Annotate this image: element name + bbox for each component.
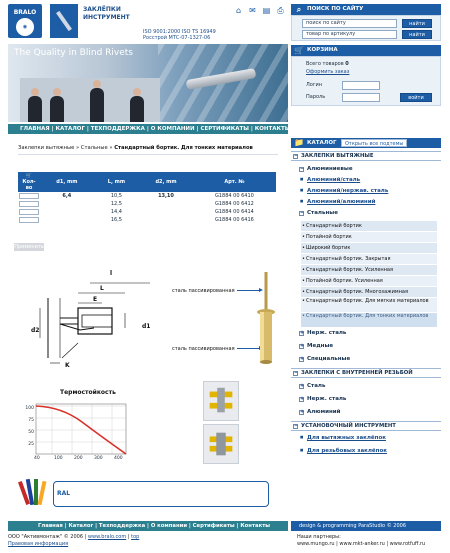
qty-input[interactable]: [19, 193, 39, 199]
meeting-photo: [20, 78, 160, 122]
password-label: Пароль: [306, 94, 326, 100]
ral-box: [53, 481, 269, 507]
qty-cell[interactable]: [18, 208, 40, 216]
steel-item[interactable]: • Стандартный бортик. Для мягких материалов: [301, 298, 437, 312]
person-figure: [50, 96, 64, 122]
cart-title: КОРЗИНА: [307, 47, 338, 53]
cat-copper[interactable]: [291, 342, 441, 351]
cell-art: G1884 00 6410: [214, 193, 254, 199]
top-link[interactable]: top: [131, 534, 140, 540]
home-icon[interactable]: ⌂: [235, 6, 242, 15]
item-label: Нерж. сталь: [307, 396, 347, 402]
checkout-link[interactable]: Оформить заказ: [306, 69, 350, 75]
print-icon[interactable]: ⎙: [277, 6, 284, 15]
person-figure: [28, 96, 42, 122]
qty-input[interactable]: [19, 201, 39, 207]
rivet-photo: [256, 272, 276, 372]
cat-inox[interactable]: [291, 329, 441, 338]
cell-d1: [40, 208, 94, 216]
item-label: Сталь: [307, 383, 326, 389]
col-d1: d1, mm: [40, 172, 94, 192]
qty-input[interactable]: [19, 209, 39, 215]
steel-item-current[interactable]: • Стандартный бортик. Для тонких материалов: [301, 313, 437, 327]
expand-icon[interactable]: +: [300, 409, 305, 415]
steel-item[interactable]: • Потайной бортик. Усиленная: [301, 276, 437, 286]
qty-cell[interactable]: [18, 200, 40, 208]
qty-cell[interactable]: [18, 192, 40, 200]
cell-art: G1884 00 6416: [214, 217, 254, 223]
cell-L: 10,5: [110, 193, 122, 199]
legal-link[interactable]: Правовая информация: [8, 541, 69, 547]
partners-links[interactable]: www.mungo.ru | www.mkt-anker.ru | www.rotfuff.ru: [297, 541, 426, 547]
x-tick: 100: [54, 456, 63, 461]
tool-link-pull[interactable]: ■ Для вытяжных заклёпок: [297, 435, 437, 441]
search-icon: ⌕: [296, 5, 302, 14]
dim-d1: d1: [142, 323, 151, 330]
cell-d2: 13,10: [158, 193, 174, 199]
crumb-pull-rivets[interactable]: Заклепки вытяжные: [18, 145, 75, 151]
material-callout-1: [172, 288, 261, 294]
site-link[interactable]: www.bralo.com: [87, 534, 127, 540]
thermal-chart: [22, 400, 132, 462]
partners: [297, 534, 425, 548]
person-head: [93, 80, 101, 88]
cert-line-2: Росстрой МТС-07-1327-06: [143, 35, 211, 41]
dim-E: E: [93, 296, 98, 303]
collapse-icon[interactable]: −: [294, 153, 299, 159]
design-credit: design & programming ParaStudio © 2006: [291, 521, 441, 531]
cell-L: 12,5: [110, 201, 122, 207]
cart-box: [291, 56, 441, 106]
col-L: L, mm: [94, 172, 139, 192]
callout-text: сталь пассивированная: [172, 288, 235, 294]
logo-text: BRALO: [13, 9, 37, 16]
table-row: [18, 192, 276, 200]
table-row: [18, 200, 276, 208]
material-callout-2: [172, 346, 261, 352]
cell-d2: [139, 208, 193, 216]
qty-cell[interactable]: [18, 216, 40, 224]
col-qty: [18, 172, 40, 192]
expand-icon[interactable]: +: [300, 330, 305, 336]
person-figure: [130, 96, 144, 122]
person-head: [53, 88, 61, 96]
callout-text: сталь пассивированная: [172, 346, 235, 352]
steel-item[interactable]: • Широкий бортик: [301, 243, 437, 253]
catalog-header: [291, 138, 441, 148]
expand-icon[interactable]: +: [300, 356, 305, 362]
steel-item[interactable]: • Потайной бортик: [301, 232, 437, 242]
top-nav[interactable]: ГЛАВНАЯ | КАТАЛОГ | ТЕХПОДДЕРЖКА | О КОМПАНИИ | СЕРТИФИКАТЫ | КОНТАКТЫ: [8, 124, 288, 134]
item-label: Стальные: [307, 210, 338, 216]
cert-line-1: ISO 9001:2000 ISO TS 16949: [143, 29, 216, 35]
cat-steel[interactable]: [291, 209, 441, 218]
cell-d1: [40, 216, 94, 224]
password-input[interactable]: [342, 93, 380, 102]
cell-art: G1884 00 6412: [214, 201, 254, 207]
catalog-title: КАТАЛОГ: [307, 140, 337, 146]
x-tick: 400: [114, 456, 123, 461]
col-art: Арт. №: [193, 172, 276, 192]
steel-item[interactable]: • Стандартный бортик: [301, 221, 437, 231]
mail-icon[interactable]: ✉: [249, 6, 256, 15]
person-head: [31, 88, 39, 96]
qty-input[interactable]: [19, 217, 39, 223]
cell-art: G1884 00 6414: [214, 209, 254, 215]
table-row: [18, 208, 276, 216]
cat-section-pull[interactable]: [291, 151, 441, 161]
item-label: Нерж. сталь: [307, 330, 347, 336]
partners-label: Наши партнеры:: [297, 534, 341, 540]
application-photo-1: [203, 381, 239, 421]
y-tick: 25: [28, 442, 34, 447]
cart-total-value: 0: [345, 61, 349, 67]
application-photo-2: [203, 424, 239, 464]
spec-table: [18, 172, 276, 224]
cat-thread-inox[interactable]: [291, 395, 441, 404]
steel-item[interactable]: • Стандартный бортик. Усиленная: [301, 265, 437, 275]
item-label: Алюминий: [307, 409, 341, 415]
brand-line-2: ИНСТРУМЕНТ: [83, 14, 130, 21]
person-head: [133, 88, 141, 96]
table-row: [18, 216, 276, 224]
footer-copyright: ООО "Активмонтаж" © 2006 | www.bralo.com | top Правовая информация: [8, 534, 140, 547]
collapse-icon[interactable]: −: [300, 210, 305, 216]
cell-L: 16,5: [110, 217, 122, 223]
breadcrumb: [18, 145, 253, 151]
dim-l: l: [110, 270, 113, 277]
collapse-icon[interactable]: −: [300, 166, 305, 172]
item-label: Алюминиевые: [307, 166, 353, 172]
cat-link-alu-steel[interactable]: ■ Алюминий/сталь: [297, 177, 437, 183]
site-search-input[interactable]: поиск по сайту: [302, 19, 397, 28]
steel-item[interactable]: • Стандартный бортик. Закрытая: [301, 254, 437, 264]
cat-section-threaded[interactable]: [291, 368, 441, 378]
brand-line-1: ЗАКЛЁПКИ: [83, 6, 121, 13]
divider: [18, 154, 278, 155]
cart-total-label: Всего товаров: [306, 61, 344, 67]
collapse-icon[interactable]: −: [294, 423, 299, 429]
ral-label: RAL: [57, 490, 71, 497]
cat-section-tools[interactable]: [291, 421, 441, 431]
cell-L: 14,4: [110, 209, 122, 215]
copyright-text: ООО "Активмонтаж" © 2006 |: [8, 534, 87, 540]
article-search-input[interactable]: товар по артикулу: [302, 30, 397, 39]
search-box: [291, 15, 441, 41]
section-label: УСТАНОВОЧНЫЙ ИНСТРУМЕНТ: [301, 423, 396, 429]
col-d2: d2, mm: [139, 172, 193, 192]
catalog-icon: 📁: [294, 138, 304, 147]
cat-link-alu-alu[interactable]: ■ Алюминий/алюминий: [297, 199, 437, 205]
dim-d2: d2: [31, 327, 40, 334]
login-button[interactable]: войти: [400, 93, 432, 102]
dim-K: K: [65, 362, 70, 369]
footer-nav[interactable]: Главная | Каталог | Техподдержка | О компании | Сертификаты | Контакты: [8, 521, 288, 531]
cell-d2: [139, 216, 193, 224]
cart-icon: 🛒: [294, 46, 304, 55]
item-label: Медные: [307, 343, 334, 349]
thermal-y-ticks: [22, 403, 34, 451]
login-label: Логин: [306, 82, 322, 88]
x-tick: 40: [34, 456, 40, 461]
open-all-button[interactable]: Открыть все подтемы: [341, 139, 407, 147]
cat-aluminium[interactable]: [291, 165, 441, 174]
login-input[interactable]: [342, 81, 380, 90]
cell-d1: 6,4: [62, 193, 72, 199]
cart-header: [291, 45, 441, 56]
thermal-title: Термостойкость: [60, 389, 116, 396]
expand-icon[interactable]: +: [300, 343, 305, 349]
section-label: ЗАКЛЕПКИ ВЫТЯЖНЫЕ: [301, 153, 374, 159]
apply-button[interactable]: Применить: [14, 244, 44, 250]
crumb-sep: »: [107, 145, 115, 151]
search-title: ПОИСК ПО САЙТУ: [307, 6, 364, 12]
search-header: [291, 4, 441, 15]
x-tick: 300: [94, 456, 103, 461]
cell-d2: [139, 200, 193, 208]
y-tick: 100: [25, 406, 34, 411]
crumb-steel[interactable]: Стальные: [80, 145, 108, 151]
hero-slogan: The Quality in Blind Rivets: [14, 48, 133, 58]
colored-rivets-image: [18, 475, 50, 511]
cat-thread-steel[interactable]: [291, 382, 441, 391]
dim-L: L: [100, 285, 104, 292]
site-search-button[interactable]: найти: [402, 19, 432, 28]
article-search-button[interactable]: найти: [402, 30, 432, 39]
brand-title: [83, 6, 163, 22]
y-tick: 50: [28, 430, 34, 435]
expand-icon[interactable]: +: [300, 396, 305, 402]
hero-banner: [8, 44, 288, 122]
expand-icon[interactable]: +: [300, 383, 305, 389]
rivet-logo-icon: [50, 4, 78, 38]
collapse-icon[interactable]: −: [294, 370, 299, 376]
section-label: ЗАКЛЕПКИ С ВНУТРЕННЕЙ РЕЗЬБОЙ: [301, 370, 413, 376]
cell-d1: [40, 200, 94, 208]
cart-icon: 🛒: [25, 173, 33, 179]
cat-link-alu-inox[interactable]: ■ Алюминий/нержав. сталь: [297, 188, 437, 194]
cat-special[interactable]: [291, 355, 441, 364]
steel-item[interactable]: • Стандартный бортик. Многозажимная: [301, 287, 437, 297]
tool-link-thread[interactable]: ■ Для резьбовых заклёпок: [297, 448, 437, 454]
crumb-current: Стандартный бортик. Для тонких материалов: [114, 145, 253, 151]
brand-logo[interactable]: [8, 4, 42, 38]
person-figure: [90, 88, 104, 122]
sitemap-icon[interactable]: ▤: [262, 6, 271, 15]
x-tick: 200: [74, 456, 83, 461]
rivet-disk-icon: ◉: [16, 18, 34, 36]
item-label: Специальные: [307, 356, 351, 362]
cart-total: [306, 61, 349, 67]
y-tick: 75: [28, 418, 34, 423]
certificates: [143, 29, 216, 41]
cat-thread-alu[interactable]: [291, 408, 441, 417]
col-qty-label: Кол-во: [22, 179, 36, 191]
crumb-sep: »: [74, 145, 81, 151]
